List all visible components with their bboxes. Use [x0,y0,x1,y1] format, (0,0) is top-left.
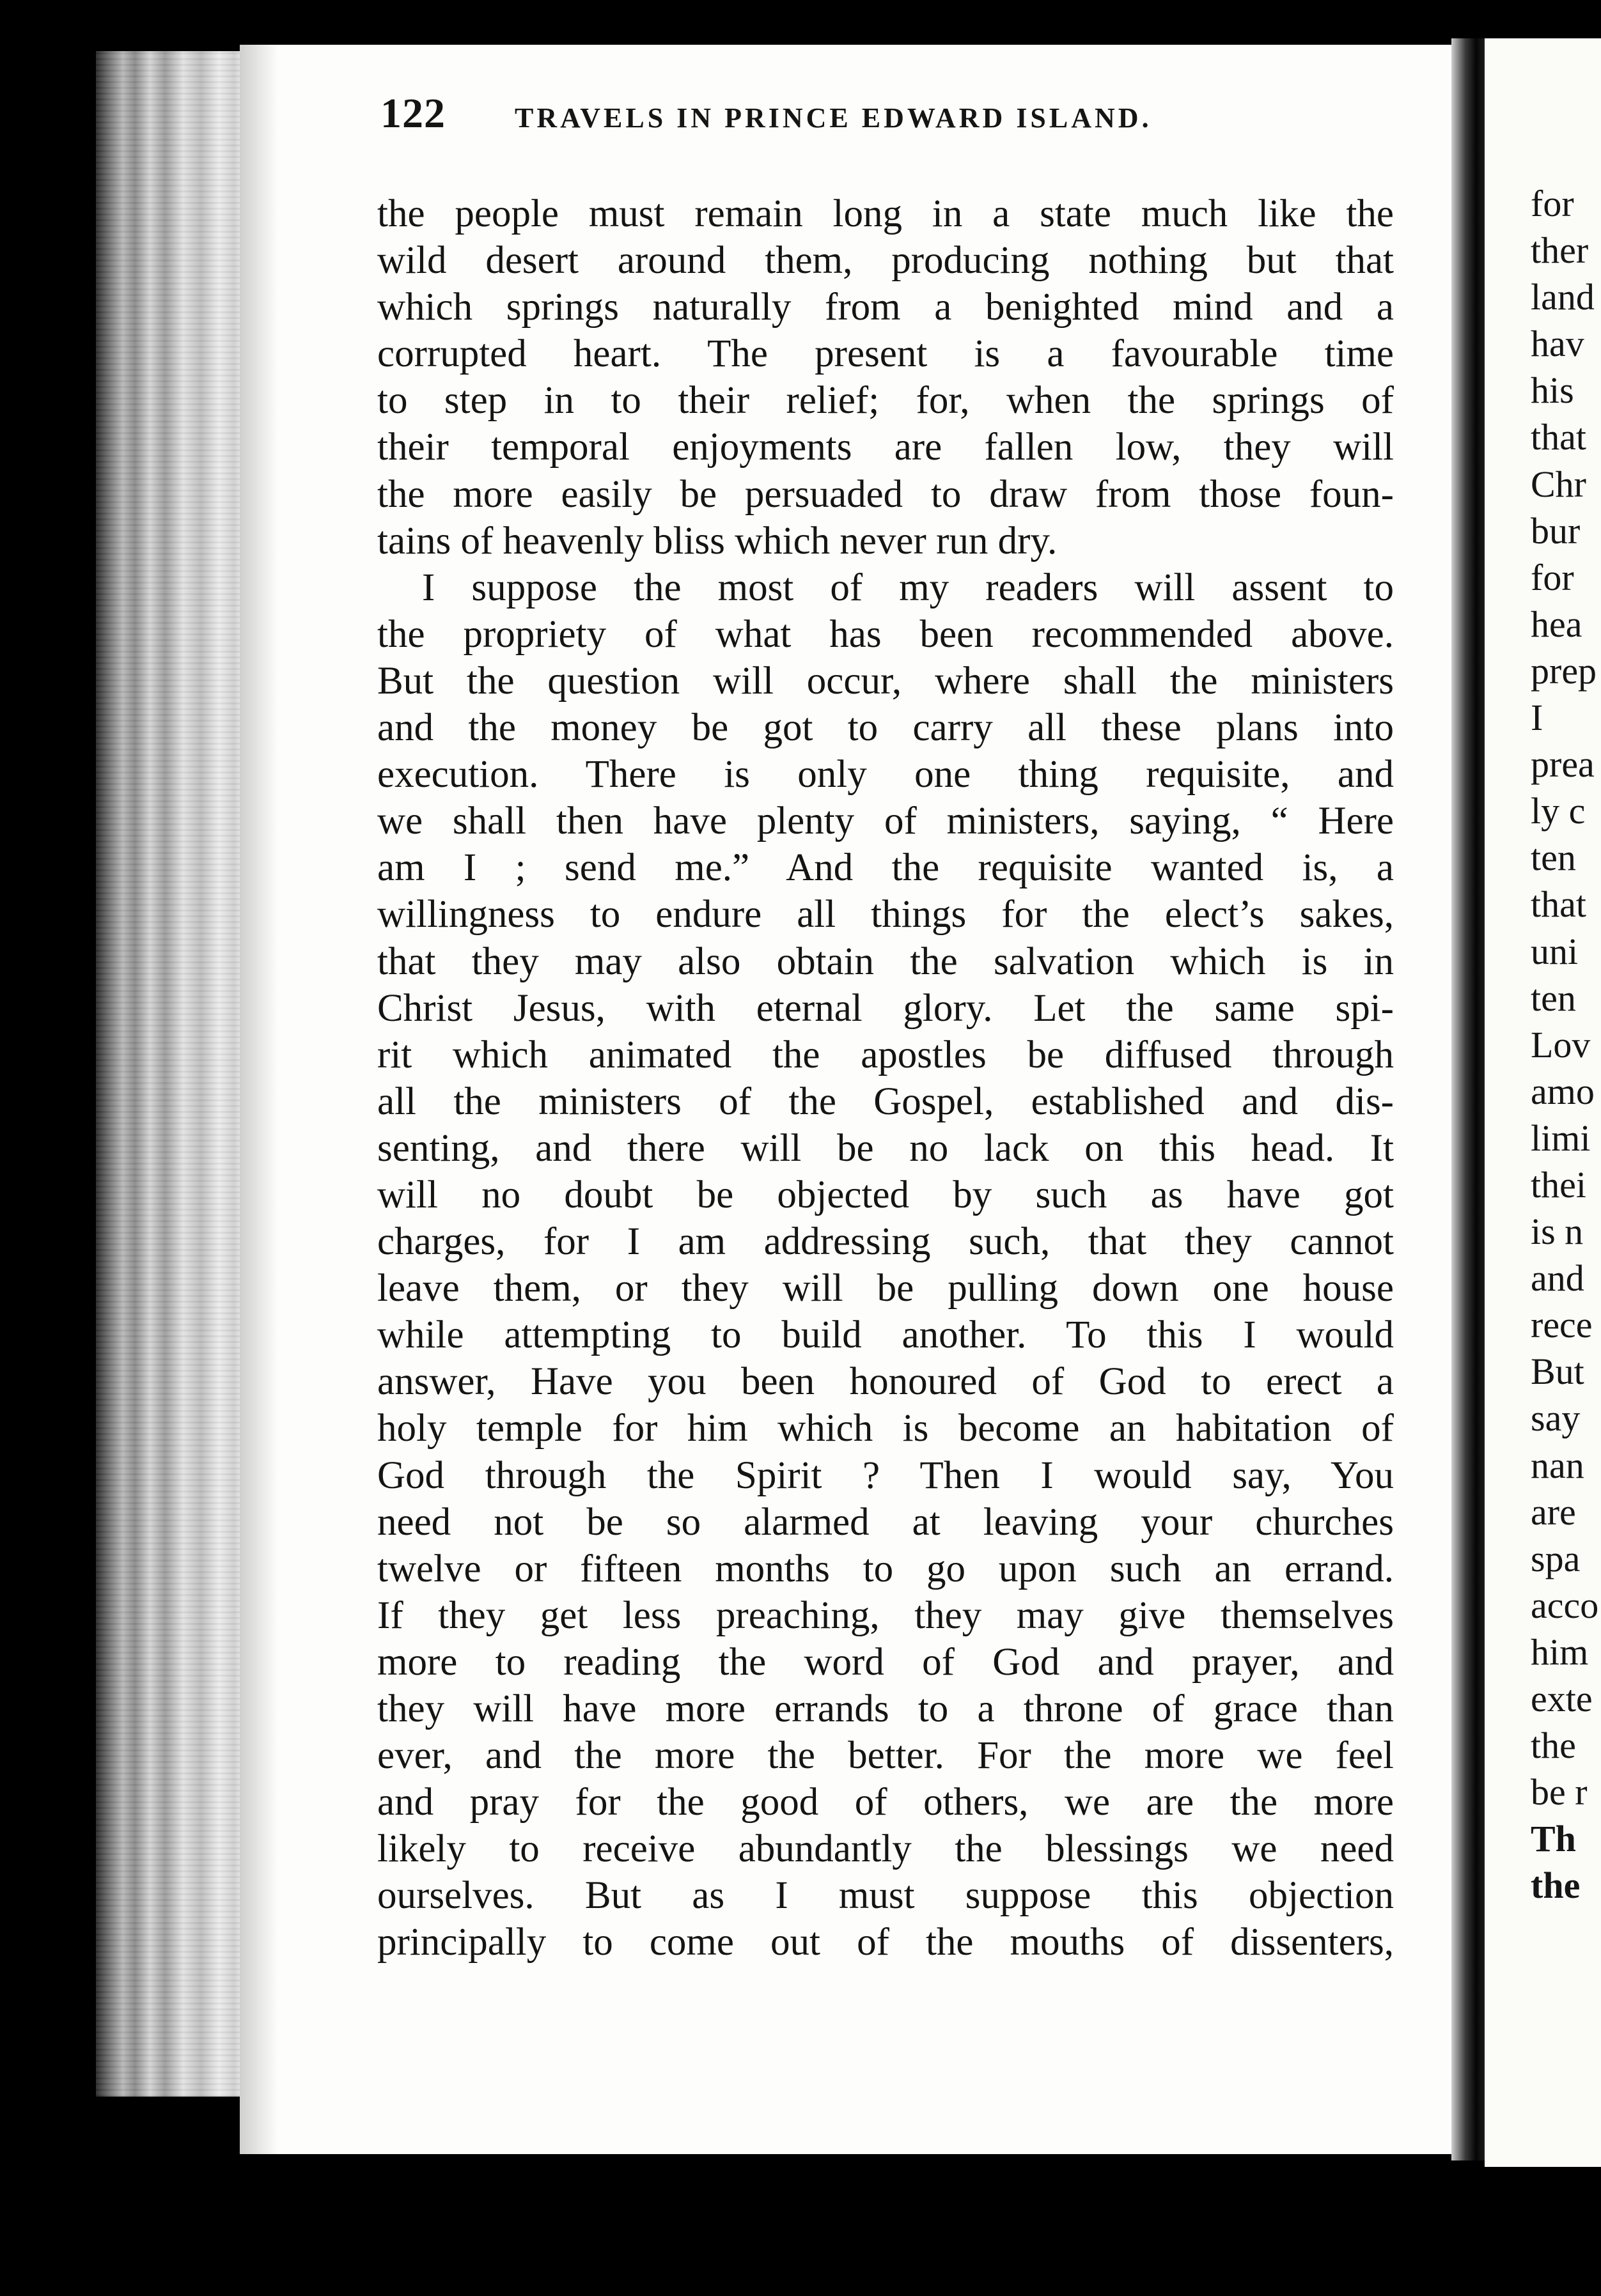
facing-line: Th [1531,1818,1576,1860]
text-line: senting, and there will be no lack on this head. It [377,1126,1394,1170]
facing-line: be r [1531,1771,1588,1813]
text-line: all the ministers of the Gospel, established and dis- [377,1080,1394,1123]
facing-line: thei [1531,1163,1586,1206]
text-line: which springs naturally from a benighted mind and a [377,286,1394,329]
text-line: the people must remain long in a state much like the [377,192,1394,235]
facing-line: hea [1531,603,1582,645]
text-line: If they get less preaching, they may give themselves [377,1594,1394,1637]
facing-line: the [1531,1865,1581,1907]
page-number: 122 [380,90,446,137]
text-line: But the question will occur, where shall the ministers [377,659,1394,702]
facing-page [1485,38,1601,2167]
facing-line: are [1531,1491,1576,1533]
text-line: execution. There is only one thing requisite, and [377,753,1394,796]
facing-line: I [1531,697,1543,739]
facing-line: amo [1531,1070,1595,1112]
facing-line: say [1531,1397,1581,1439]
text-line: Christ Jesus, with eternal glory. Let the same spi- [377,986,1394,1030]
facing-line: bur [1531,509,1581,552]
facing-line: prep [1531,649,1597,692]
facing-line: rece [1531,1304,1593,1346]
facing-line: ther [1531,229,1589,272]
text-line: likely to receive abundantly the blessings we need [377,1827,1394,1871]
book-page-edges [96,51,246,2097]
text-line: and the money be got to carry all these plans into [377,706,1394,750]
paragraph-start-line: I suppose the most of my readers will assent to [422,566,1394,609]
text-line: answer, Have you been honoured of God to erect a [377,1360,1394,1404]
facing-line: ten [1531,977,1576,1019]
text-line: willingness to endure all things for the elect’s sakes, [377,893,1394,936]
facing-line: But [1531,1351,1584,1393]
text-line: corrupted heart. The present is a favourable time [377,332,1394,376]
text-line: twelve or fifteen months to go upon such an errand. [377,1547,1394,1590]
text-line: charges, for I am addressing such, that they cannot [377,1220,1394,1264]
text-line: more to reading the word of God and prayer, and [377,1640,1394,1684]
text-line: that they may also obtain the salvation which is in [377,940,1394,983]
text-line: the propriety of what has been recommended above. [377,612,1394,656]
facing-line: land [1531,276,1595,318]
facing-line: the [1531,1725,1576,1767]
facing-page-text [1531,180,1598,1909]
facing-line: that [1531,883,1586,926]
text-line: and pray for the good of others, we are the more [377,1781,1394,1824]
facing-line: nan [1531,1444,1584,1486]
text-line: holy temple for him which is become an habitation of [377,1407,1394,1450]
facing-line: his [1531,369,1574,412]
text-line: wild desert around them, producing nothing but that [377,239,1394,283]
text-line: we shall then have plenty of ministers, saying, “ Here [377,800,1394,843]
facing-line: uni [1531,930,1579,972]
facing-line: acco [1531,1584,1599,1626]
text-line: leave them, or they will be pulling down one house [377,1267,1394,1310]
facing-line: ly c [1531,790,1586,832]
facing-line: that [1531,416,1586,458]
text-line: ever, and the more the better. For the more we feel [377,1734,1394,1778]
text-line: while attempting to build another. To this I would [377,1314,1394,1357]
text-line: principally to come out of the mouths of dissenters, [377,1921,1394,1964]
text-line: will no doubt be objected by such as have got [377,1173,1394,1216]
book-gutter [1451,38,1487,2160]
facing-line: him [1531,1631,1589,1673]
text-line: need not be so alarmed at leaving your churches [377,1500,1394,1544]
facing-line: limi [1531,1117,1591,1159]
facing-line: Chr [1531,463,1586,505]
text-line: ourselves. But as I must suppose this objection [377,1874,1394,1918]
facing-line: exte [1531,1678,1593,1719]
text-line: rit which animated the apostles be diffused through [377,1033,1394,1076]
text-line: their temporal enjoyments are fallen low, they will [377,426,1394,469]
running-head [380,89,1276,141]
facing-line: is n [1531,1211,1584,1253]
facing-line: for [1531,183,1574,224]
paragraph-end-line: tains of heavenly bliss which never run dry. [377,519,1058,562]
facing-line: Lov [1531,1023,1591,1066]
facing-line: and [1531,1257,1584,1299]
text-line: am I ; send me.” And the requisite wanted is, a [377,846,1394,890]
facing-line: ten [1531,837,1576,879]
facing-line: spa [1531,1537,1581,1579]
text-line: to step in to their relief; for, when the springs of [377,379,1394,423]
body-text [377,190,1394,1966]
facing-line: hav [1531,323,1584,365]
text-line: they will have more errands to a throne of grace than [377,1687,1394,1730]
facing-line: prea [1531,743,1595,786]
text-line: God through the Spirit ? Then I would say, You [377,1454,1394,1497]
text-line: the more easily be persuaded to draw from those foun- [377,472,1394,516]
running-title: TRAVELS IN PRINCE EDWARD ISLAND. [515,102,1152,134]
facing-line: for [1531,556,1574,598]
